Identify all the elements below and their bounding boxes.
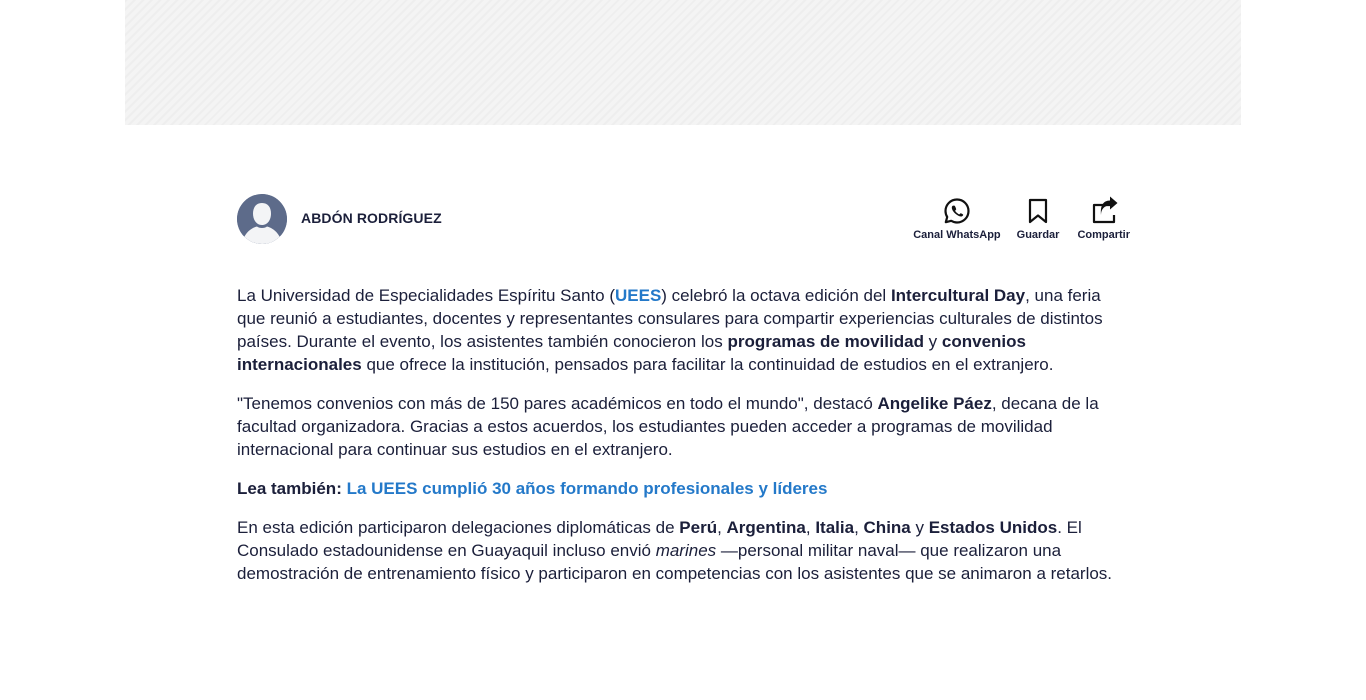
italic-text: marines	[655, 541, 717, 560]
text-segment: , una feria que reunió a estudiantes, docentes y representantes consulares para compartir experiencias culturales de distintos países. Durante el evento, los asistentes también conocieron los	[237, 286, 1103, 351]
text-segment: ,	[717, 518, 727, 537]
author-bar	[237, 193, 1130, 249]
text-segment: que ofrece la institución, pensados para facilitar la continuidad de estudios en el extranjero.	[361, 355, 1054, 374]
save-label: Guardar	[1016, 229, 1060, 241]
article-paragraph	[237, 284, 1130, 376]
bold-text: China	[863, 518, 911, 537]
text-segment: "Tenemos convenios con más de 150 pares académicos en todo el mundo", destacó	[237, 394, 878, 413]
bold-text: Italia	[815, 518, 855, 537]
author-avatar[interactable]	[237, 194, 287, 244]
bold-text: Estados Unidos	[928, 518, 1058, 537]
related-prefix: Lea también:	[237, 479, 342, 498]
text-segment: , decana de la facultad organizadora. Gracias a estos acuerdos, los estudiantes pueden acceder a programas de movilidad internacional para continuar sus estudios en el extranjero.	[237, 394, 1099, 459]
whatsapp-channel-button[interactable]	[913, 193, 1000, 241]
share-actions	[899, 193, 1130, 241]
share-icon	[1089, 195, 1119, 225]
ad-placeholder	[125, 0, 1241, 125]
bold-text: convenios internacionales	[237, 332, 1026, 374]
author-name[interactable]: ABDÓN RODRÍGUEZ	[301, 210, 442, 226]
bold-text: Argentina	[726, 518, 806, 537]
text-segment: En esta edición participaron delegaciones diplomáticas de	[237, 518, 680, 537]
uees-link[interactable]: UEES	[615, 286, 662, 305]
share-label: Compartir	[1077, 229, 1130, 241]
share-button[interactable]	[1077, 193, 1130, 241]
bold-text: programas de movilidad	[727, 332, 924, 351]
text-segment: . El Consulado estadounidense en Guayaquil incluso envió	[237, 518, 1082, 560]
text-segment: ,	[805, 518, 816, 537]
related-article	[237, 477, 1130, 500]
text-segment: y	[910, 518, 929, 537]
article-paragraph	[237, 516, 1130, 585]
text-segment: —personal militar naval— que realizaron una demostración de entrenamiento físico y participaron en competencias con los asistentes que se animaron a retarlos.	[237, 541, 1113, 583]
bold-text: Perú	[679, 518, 718, 537]
save-button[interactable]	[1017, 193, 1060, 241]
whatsapp-channel-label: Canal WhatsApp	[913, 229, 1001, 241]
text-segment: La Universidad de Especialidades Espíritu Santo (	[237, 286, 615, 305]
article-paragraph	[237, 392, 1130, 461]
text-segment: y	[923, 332, 942, 351]
bold-text: Intercultural Day	[890, 286, 1026, 305]
bold-text: Angelike Páez	[877, 394, 992, 413]
article-body	[237, 284, 1130, 601]
text-segment: ) celebró la octava edición del	[661, 286, 891, 305]
user-silhouette-icon	[237, 194, 287, 244]
bookmark-icon	[1027, 197, 1049, 225]
related-article-link[interactable]: La UEES cumplió 30 años formando profesionales y líderes	[346, 479, 828, 498]
whatsapp-icon	[943, 197, 971, 225]
text-segment: ,	[854, 518, 864, 537]
